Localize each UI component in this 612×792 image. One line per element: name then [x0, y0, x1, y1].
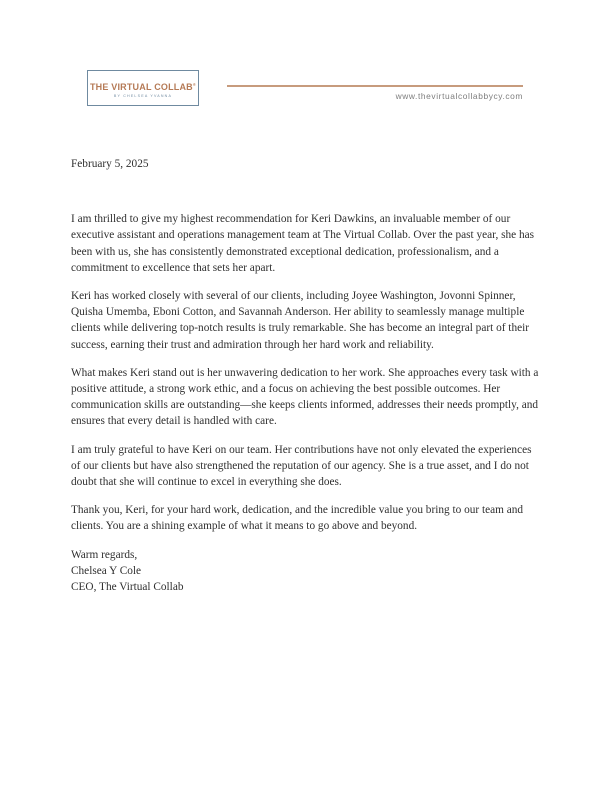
paragraph-thanks: Thank you, Keri, for your hard work, dedication, and the incredible value you bring to our team and clients. You are a shining example of what it means to go above and beyond.	[71, 504, 524, 533]
letter-body	[71, 156, 543, 595]
logo-subtitle: BY CHELSEA YVANNA	[113, 94, 173, 98]
paragraph-gratitude: I am truly grateful to have Keri on our team. Her contributions have not only elevated the experiences of our clients but have also strengthened the reputation of our agency. She is a true asset, and I do not doubt that she will continue to excel in everything she does.	[71, 443, 532, 489]
signer-name: Chelsea Y Cole	[71, 564, 142, 577]
website-url: www.thevirtualcollabbycy.com	[395, 91, 523, 101]
header-divider	[227, 85, 523, 87]
signer-title: CEO, The Virtual Collab	[71, 581, 184, 594]
signature-block	[71, 547, 543, 596]
paragraph-dedication: What makes Keri stand out is her unwavering dedication to her work. She approaches every task with a positive attitude, a strong work ethic, and a focus on achieving the best possible outcomes. Her communication skills are outstanding—she keeps clients informed, addresses their needs promptly, and ensures that every detail is handled with care.	[71, 366, 539, 428]
paragraph-clients: Keri has worked closely with several of our clients, including Joyee Washington, Jovonni Spinner, Quisha Umemba, Eboni Cotton, and Savannah Anderson. Her ability to seamlessly manage multiple clients while delivering top-notch results is truly remarkable. She has become an integral part of their success, earning their trust and admiration through her hard work and reliability.	[71, 290, 530, 351]
logo-title: THE VIRTUAL COLLAB®	[89, 82, 197, 92]
paragraph-intro: I am thrilled to give my highest recommendation for Keri Dawkins, an invaluable member of our executive assistant and operations management team at The Virtual Collab. Over the past year, she has been with us, she has consistently demonstrated exceptional dedication, professionalism, and a commitment to excellence that sets her apart.	[71, 213, 535, 274]
company-logo	[87, 70, 199, 106]
letter-date: February 5, 2025	[71, 158, 149, 170]
closing-salutation: Warm regards,	[71, 548, 138, 561]
trademark-mark: ®	[192, 82, 197, 87]
